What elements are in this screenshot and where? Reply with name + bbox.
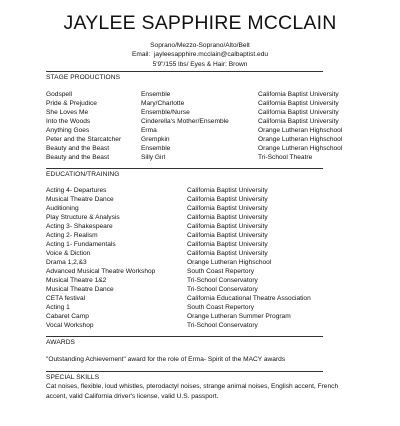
section-divider [46,371,323,372]
training-institution: California Baptist University [187,232,268,239]
training-course: Drama 1,2,&3 [46,259,87,266]
training-institution: South Coast Repertory [187,304,255,311]
production-role: Erma [141,127,157,134]
production-row [0,135,400,144]
production-title: Peter and the Starcatcher [46,136,122,143]
actor-name: JAYLEE SAPPHIRE MCCLAIN [63,12,337,34]
training-institution: South Coast Repertory [187,268,255,275]
voice-type: Soprano/Mezzo-Soprano/Alto/Belt [150,42,250,49]
training-course: Acting 1- Fundamentals [46,241,116,248]
training-course: Vocal Workshop [46,322,94,329]
training-institution: California Educational Theatre Association [187,295,311,302]
production-title: Beauty and the Beast [46,154,110,161]
section-divider [46,71,323,72]
training-row [0,231,400,240]
training-course: Acting 1 [46,304,70,311]
production-venue: Tri-School Theatre [258,154,313,161]
production-row [0,108,400,117]
training-row [0,213,400,222]
training-course: Acting 2- Realism [46,232,98,239]
training-row [0,285,400,294]
production-venue: California Baptist University [258,109,339,116]
production-role: Silly Girl [141,154,166,161]
section-divider [46,336,323,337]
training-institution: California Baptist University [187,187,268,194]
awards-heading: AWARDS [46,339,76,346]
production-role: Ensemble [141,145,171,152]
training-institution: California Baptist University [187,196,268,203]
email-label: Email: [131,51,151,58]
award-text: "Outstanding Achievement" award for the role of Erma- Spirit of the MACY awards [46,356,286,363]
production-venue: Orange Lutheran Highschool [258,127,343,134]
training-course: Advanced Musical Theatre Workshop [46,268,156,275]
training-institution: Tri-School Conservatory [187,322,258,329]
physical-stats: 5'9"/155 lbs/ Eyes & Hair: Brown [152,61,248,68]
stage-productions-heading: STAGE PRODUCTIONS [46,74,121,81]
training-course: Musical Theatre Dance [46,286,114,293]
production-title: She Loves Me [46,109,89,116]
production-venue: Orange Lutheran Highschool [258,136,343,143]
production-title: Godspell [46,91,73,98]
training-course: Play Structure & Analysis [46,214,120,221]
training-row [0,276,400,285]
production-row [0,126,400,135]
training-institution: Tri-School Conservatory [187,277,258,284]
education-heading: EDUCATION/TRAINING [46,171,120,178]
production-role: Cinderella's Mother/Ensemble [141,118,229,125]
training-course: Auditioning [46,205,79,212]
training-row [0,294,400,303]
training-row [0,312,400,321]
training-row [0,249,400,258]
production-title: Beauty and the Beast [46,145,110,152]
production-venue: California Baptist University [258,118,339,125]
production-title: Anything Goes [46,127,90,134]
production-role: Mary/Charlotte [141,100,185,107]
training-institution: Orange Lutheran Highschool [187,259,272,266]
training-institution: Orange Lutheran Summer Program [187,313,291,320]
email-address[interactable]: jayleesapphire.mcclain@calbaptist.edu [153,51,269,58]
production-row [0,99,400,108]
special-skills-heading: SPECIAL SKILLS [46,374,100,381]
production-row [0,117,400,126]
training-row [0,204,400,213]
training-institution: California Baptist University [187,223,268,230]
production-venue: California Baptist University [258,91,339,98]
training-institution: California Baptist University [187,205,268,212]
training-row [0,240,400,249]
production-row [0,144,400,153]
section-divider [46,168,323,169]
training-course: CETA festival [46,295,86,302]
email-line [0,50,400,59]
training-row [0,186,400,195]
production-role: Grempkin [141,136,170,143]
training-row [0,222,400,231]
production-title: Pride & Prejudice [46,100,97,107]
production-venue: Orange Lutheran Highschool [258,145,343,152]
training-course: Voice & Diction [46,250,91,257]
training-row [0,258,400,267]
production-row [0,153,400,162]
training-row [0,195,400,204]
training-row [0,267,400,276]
training-row [0,321,400,330]
training-institution: California Baptist University [187,250,268,257]
training-course: Musical Theatre Dance [46,196,114,203]
training-institution: California Baptist University [187,214,268,221]
special-skills-text: Cat noises, flexible, loud whistles, pterodactyl noises, strange animal noises, English accent, French accent, valid California driver's license, valid U.S. passport. [46,383,339,400]
training-institution: California Baptist University [187,241,268,248]
training-course: Musical Theatre 1&2 [46,277,107,284]
production-role: Ensemble [141,91,171,98]
production-row [0,90,400,99]
production-title: Into the Woods [46,118,91,125]
training-row [0,303,400,312]
training-course: Acting 4- Departures [46,187,107,194]
training-institution: Tri-School Conservatory [187,286,258,293]
training-course: Cabaret Camp [46,313,89,320]
training-course: Acting 3- Shakespeare [46,223,113,230]
production-role: Ensemble/Nurse [141,109,190,116]
production-venue: California Baptist University [258,100,339,107]
